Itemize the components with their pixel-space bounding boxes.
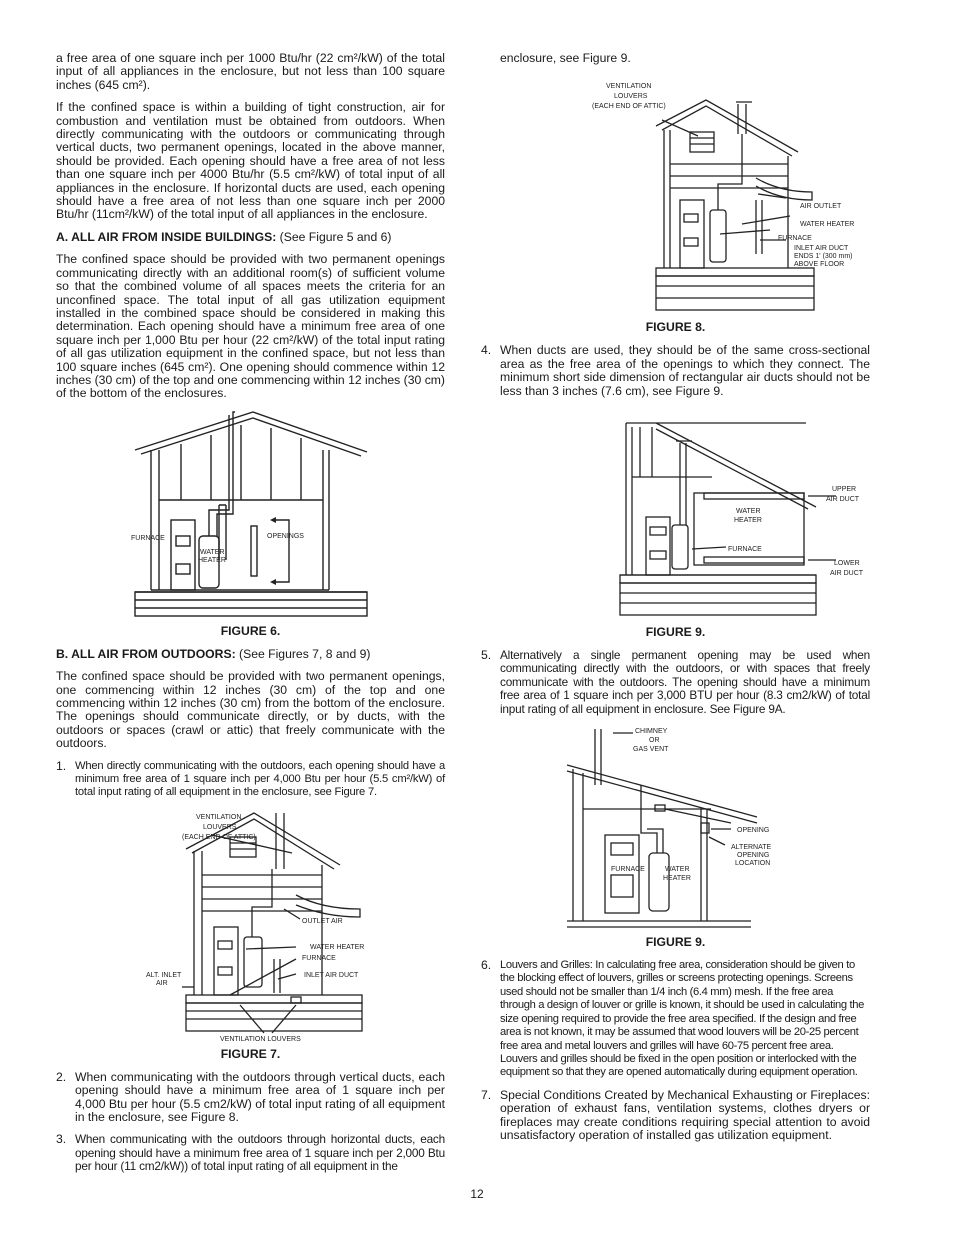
fig9-label-lower1: LOWER [833,560,860,568]
fig9a-label-chimney2: OR [648,737,659,745]
fig9-label-upper1: UPPER [831,486,856,494]
list-item [481,1089,870,1143]
figure-7-drawing [126,809,376,1041]
list-item [481,344,870,398]
figure-8 [530,74,854,314]
fig9a-label-opening: OPENING [736,827,769,835]
list-number: 1. [56,758,67,773]
fig8-label-vent3: (EACH END OF ATTIC) [591,103,666,111]
figure-9-caption: FIGURE 9. [645,625,706,640]
list-item [56,1133,445,1173]
section-a-heading [56,231,445,244]
list-text: When directly communicating with the outdoors, each opening should have a minimum free area of 1 square inch per 4,000 Btu per hour (5.5 cm²/kW) of total input rating of all equipment in the enclosure, see Figure 7. [75,759,445,799]
figure-9a-caption: FIGURE 9. [645,935,706,950]
figure-9 [526,407,863,619]
fig9a-label-water: WATER [664,866,689,874]
fig9a-label-chimney3: GAS VENT [632,746,668,754]
figure-6 [131,410,371,618]
fig9-label-lower2: AIR DUCT [829,570,863,578]
fig7-label-furnace: FURNACE [301,954,336,962]
figure-9a-drawing [561,725,791,929]
list-item [56,760,445,800]
figure-6-caption: FIGURE 6. [220,623,281,638]
fig6-label-water: WATER [199,548,224,556]
right-column [481,52,870,1151]
fig7-label-outlet: OUTLET AIR [301,917,343,925]
figure-9-drawing [526,407,863,619]
fig9-label-upper2: AIR DUCT [825,496,859,504]
fig8-label-water-heater: WATER HEATER [799,221,854,229]
list-number: 7. [481,1087,492,1102]
paragraph: The confined space should be provided with two permanent openings communicating directly with an additional room(s) of sufficient volume so that the combined volume of all spaces meets the criteria for an unconfined space. The total input of all gas utilization equipment installed in the combined space should be considered in making this determination. Each opening should have a minimum free area of one square inch per 1,000 Btu per hour (22 cm²/kW) of the total input rating of all gas utilization equipment in the confined space, but not less than 100 square inches (645 cm²). One opening should commence within 12 inches (30 cm) of the top and one commencing within 12 inches (30 cm) of the bottom of the enclosures. [56,252,445,401]
fig9a-label-chimney1: CHIMNEY [634,728,667,736]
list-text: Louvers and Grilles: In calculating free area, consideration should be given to the blocking effect of louvers, grilles or screens protecting openings. Screens used should not be smaller than 1/4 inch (6.4 mm) mesh. If the free area through a design of louver or grille is known, it should be used in calculating the size opening required to provide the free area specified. If the design and free area is not known, it may be assumed that wood louvers will be 20-25 percent free area and metal louvers and grilles will have 60-75 percent free area. Louvers and grilles should be fixed in the open position or interlocked with the equipment so that they are opened automatically during equipment operation. [500,959,864,1079]
fig8-label-inlet3: ABOVE FLOOR [793,261,844,269]
paragraph: If the confined space is within a building of tight construction, air for combustion and ventilation must be obtained from outdoors. When directly communicating with the outdoors or communicating through vertical ducts, two permanent openings, located in the above manner, should be provided. Each opening should have a free area of not less than one square inch per 4000 Btu/hr (5.5 cm²/kW) of total input of all appliances in the enclosure. If horizontal ducts are used, each opening should have a free area of not less than one square inch per 2000 Btu/hr (11cm²/kW) of the total input of all appliances in the enclosure. [56,100,445,222]
fig9-label-furnace: FURNACE [727,546,762,554]
list-number: 4. [481,343,492,358]
fig9a-label-furnace: FURNACE [610,866,645,874]
fig9a-label-alt1: ALTERNATE [730,844,771,852]
fig8-label-furnace: FURNACE [777,235,812,243]
section-b-label: B. ALL AIR FROM OUTDOORS: [56,646,236,661]
fig8-label-vent2: LOUVERS [613,93,647,101]
paragraph: a free area of one square inch per 1000 Btu/hr (22 cm²/kW) of the total input of all appliances in the enclosure, but not less than 100 square inches (645 cm²). [56,51,445,92]
list-item [56,1071,445,1125]
section-b-heading [56,648,445,661]
paragraph: enclosure, see Figure 9. [500,51,631,65]
figure-7-caption: FIGURE 7. [220,1046,281,1061]
list-text: Alternatively a single permanent opening may be used when communicating directly with the outdoors, or with spaces that freely communicate with the outdoors. The opening should have a minimum free area of 1 square inch per 3,000 BTU per hour (8.3 cm2/kW) of total input rating of all equipment in enclosure. See Figure 9A. [500,648,870,716]
fig8-label-inlet2: ENDS 1' (300 mm) [793,253,853,261]
left-column [56,52,445,1183]
section-a-ref: (See Figure 5 and 6) [276,229,392,244]
fig7-label-vent2: LOUVERS [202,823,236,831]
paragraph: The confined space should be provided with two permanent openings, one commencing within 12 inches (30 cm) of the top and one commencing within 12 inches (30 cm) from the bottom of the enclosure. The openings should communicate directly, or by ducts, with the outdoors or spaces (crawl or attic) that freely communicate with the outdoors. [56,669,445,751]
fig9-label-water: WATER [735,508,760,516]
figure-7 [126,809,376,1041]
fig7-label-inlet: INLET AIR DUCT [303,971,358,979]
fig7-label-alt2: AIR [155,979,168,987]
figure-6-drawing [131,410,371,618]
fig7-label-louvers: VENTILATION LOUVERS [219,1035,301,1043]
fig7-label-vent3: (EACH END OF ATTIC) [181,833,256,841]
list-text: When communicating with the outdoors through horizontal ducts, each opening should have a minimum free area of 1 square inch per 2,000 Btu per hour (11 cm2/kW)) of total input rating of all equipment in the [75,1132,445,1174]
fig9a-label-heater: HEATER [662,875,691,883]
fig9-label-heater: HEATER [733,517,762,525]
figure-8-drawing [530,74,854,314]
list-number: 3. [56,1132,67,1147]
fig6-label-heater: HEATER [197,556,226,564]
fig6-label-furnace: FURNACE [130,534,165,542]
figure-8-caption: FIGURE 8. [645,320,706,335]
fig7-label-water-heater: WATER HEATER [309,943,364,951]
fig7-label-alt1: ALT. INLET [145,971,181,979]
fig8-label-inlet1: INLET AIR DUCT [793,245,848,253]
fig8-label-vent1: VENTILATION [605,83,651,91]
fig9a-label-alt2: OPENING [736,852,769,860]
list-text: When communicating with the outdoors through vertical ducts, each opening should have a minimum free area of 1 square inch per 4,000 Btu per hour (5.5 cm2/kW) of total input rating of all equipment in the enclosure, see Figure 8. [75,1069,445,1125]
list-number: 6. [481,958,492,973]
list-item [481,959,870,1080]
list-text: Special Conditions Created by Mechanical Exhausting or Fireplaces: operation of exhaust fans, ventilation systems, clothes dryers or fireplaces may create conditions requiring special attention to avoid unsatisfactory operation of installed gas utilization equipment. [500,1087,870,1142]
fig6-label-openings: OPENINGS [266,532,304,540]
figure-9a [561,725,791,929]
fig9a-label-alt3: LOCATION [734,860,770,868]
section-b-ref: (See Figures 7, 8 and 9) [235,646,371,661]
list-number: 5. [481,648,492,663]
fig8-label-outlet: AIR OUTLET [799,203,841,211]
list-item [481,649,870,716]
list-number: 2. [56,1069,67,1084]
fig7-label-vent1: VENTILATION [195,813,241,821]
section-a-label: A. ALL AIR FROM INSIDE BUILDINGS: [56,229,277,244]
page-number: 12 [470,1187,484,1201]
list-text: When ducts are used, they should be of the same cross-sectional area as the free area of the openings to which they connect. The minimum short side dimension of rectangular air ducts should not be less than 3 inches (7.6 cm), see Figure 9. [500,343,870,398]
